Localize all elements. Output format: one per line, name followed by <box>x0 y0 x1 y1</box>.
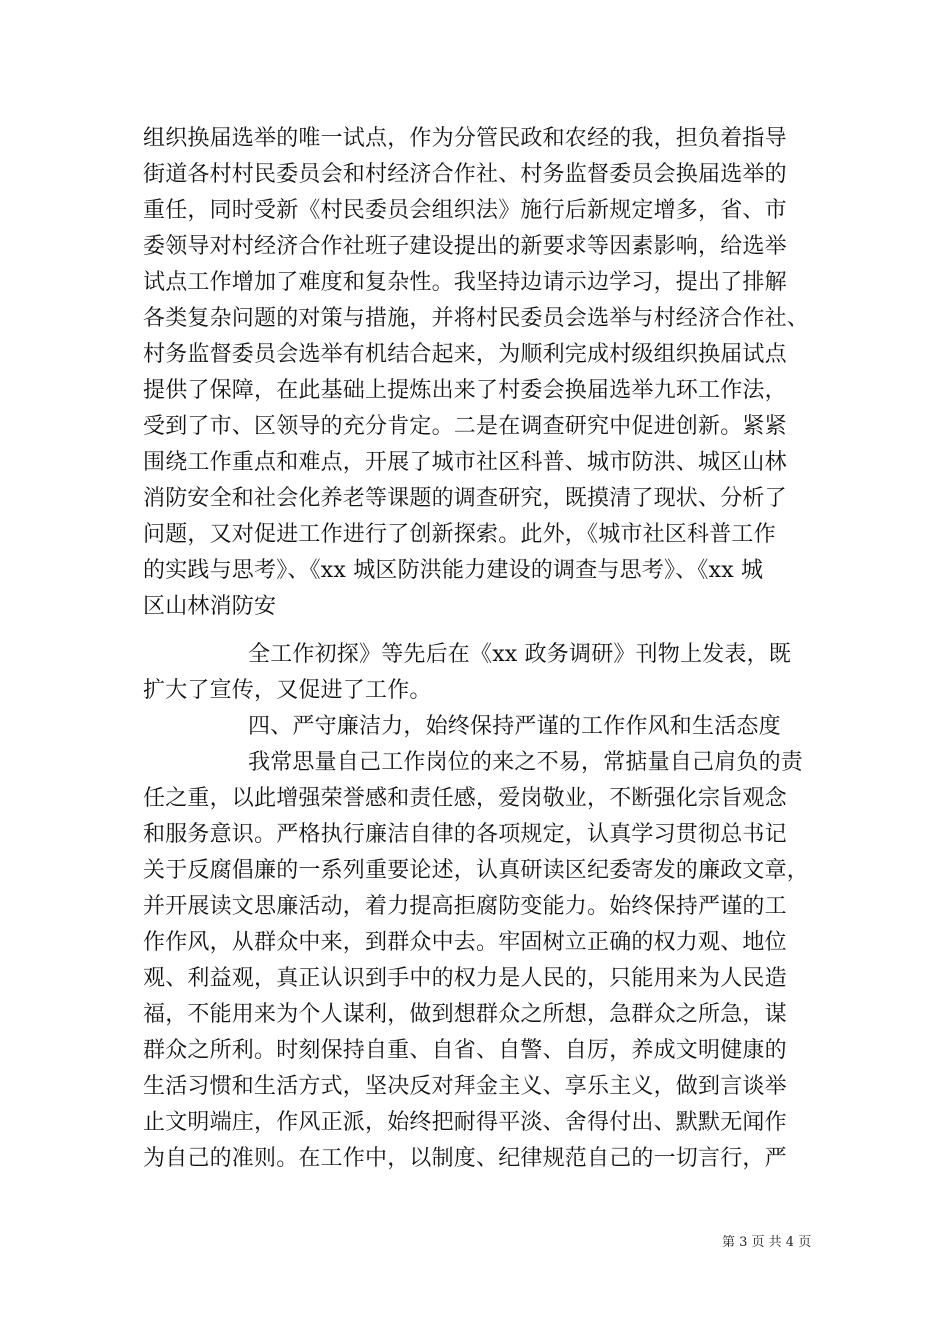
text-line: 并开展读文思廉活动，着力提高拒腐防变能力。始终保持严谨的工 <box>143 894 787 919</box>
text-line: 和服务意识。严格执行廉洁自律的各项规定，认真学习贯彻总书记 <box>143 822 787 847</box>
text-line: 观、利益观，真正认识到手中的权力是人民的，只能用来为人民造 <box>143 966 787 991</box>
text-line: 关于反腐倡廉的一系列重要论述，认真研读区纪委寄发的廉政文章， <box>143 858 810 883</box>
text-line: 组织换届选举的唯一试点，作为分管民政和农经的我，担负着指导 <box>143 126 787 151</box>
text-line: 消防安全和社会化养老等课题的调查研究，既摸清了现状、分析了 <box>143 486 787 511</box>
page-number-footer: 第 3 页 共 4 页 <box>722 1235 812 1250</box>
text-line: 全工作初探》等先后在《xx 政务调研》刊物上发表，既 <box>248 642 792 667</box>
text-line: 委领导对村经济合作社班子建设提出的新要求等因素影响，给选举 <box>143 234 787 259</box>
text-line: 作作风，从群众中来，到群众中去。牢固树立正确的权力观、地位 <box>143 930 787 955</box>
text-line: 重任，同时受新《村民委员会组织法》施行后新规定增多，省、市 <box>143 198 787 223</box>
section-heading: 四、严守廉洁力，始终保持严谨的工作作风和生活态度 <box>248 714 781 739</box>
text-line: 群众之所利。时刻保持自重、自省、自警、自厉，养成文明健康的 <box>143 1038 787 1063</box>
text-line: 止文明端庄，作风正派，始终把耐得平淡、舍得付出、默默无闻作 <box>143 1110 787 1135</box>
text-line: 为自己的准则。在工作中，以制度、纪律规范自己的一切言行，严 <box>143 1146 787 1171</box>
text-line: 街道各村村民委员会和村经济合作社、村务监督委员会换届选举的 <box>143 162 787 187</box>
text-line: 生活习惯和生活方式，坚决反对拜金主义、享乐主义，做到言谈举 <box>143 1074 787 1099</box>
text-line: 问题，又对促进工作进行了创新探索。此外，《城市社区科普工作 <box>143 522 776 547</box>
text-line: 提供了保障，在此基础上提炼出来了村委会换届选举九环工作法， <box>143 378 787 403</box>
text-line: 村务监督委员会选举有机结合起来，为顺利完成村级组织换届试点 <box>143 342 787 367</box>
text-line: 试点工作增加了难度和复杂性。我坚持边请示边学习，提出了排解 <box>143 270 787 295</box>
text-line: 扩大了宣传，又促进了工作。 <box>143 678 432 703</box>
text-line: 福，不能用来为个人谋利，做到想群众之所想，急群众之所急，谋 <box>143 1002 787 1027</box>
text-line: 任之重，以此增强荣誉感和责任感，爱岗敬业，不断强化宗旨观念 <box>143 786 787 811</box>
paragraph-first-line: 我常思量自己工作岗位的来之不易，常掂量自己肩负的责 <box>248 750 804 775</box>
text-line: 围绕工作重点和难点，开展了城市社区科普、城市防洪、城区山林 <box>143 450 787 475</box>
text-line: 受到了市、区领导的充分肯定。二是在调查研究中促进创新。紧紧 <box>143 414 787 439</box>
text-line: 的实践与思考》、《xx 城区防洪能力建设的调查与思考》、《xx 城 <box>143 558 764 583</box>
text-line: 各类复杂问题的对策与措施，并将村民委员会选举与村经济合作社、 <box>143 306 810 331</box>
text-line: 区山林消防安 <box>143 594 277 619</box>
